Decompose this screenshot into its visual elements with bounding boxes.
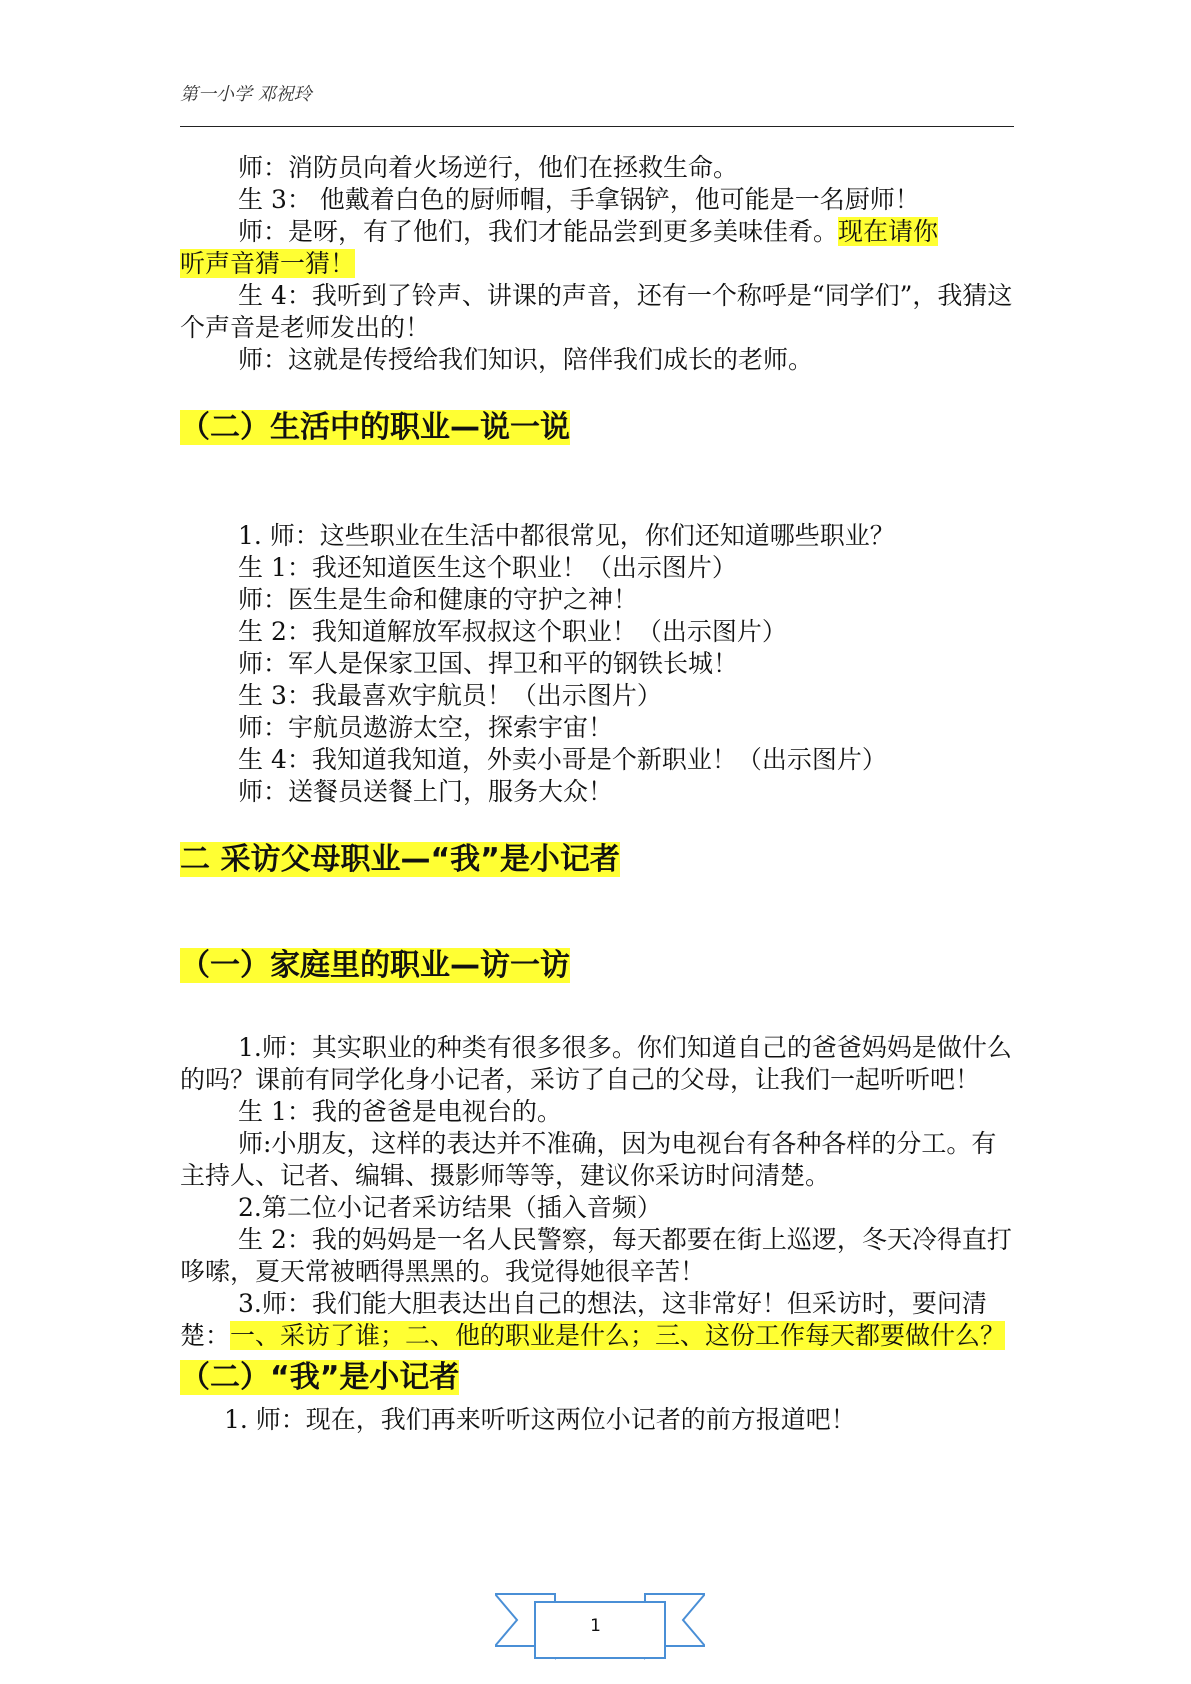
paragraph [180, 248, 1014, 280]
paragraph: 师：医生是生命和健康的守护之神！ [238, 585, 639, 614]
paragraph: 师：消防员向着火场逆行，他们在拯救生命。 [238, 153, 739, 182]
section-heading [180, 408, 1014, 448]
paragraph: 生 2：我的妈妈是一名人民警察，每天都要在街上巡逻，冬天冷得直打哆嗦，夏天常被晒得黑黑的。我觉得她很辛苦！ [180, 1225, 1012, 1286]
paragraph: 师:小朋友，这样的表达并不准确，因为电视台有各种各样的分工。有主持人、记者、编辑、摄影师等等，建议你采访时问清楚。 [180, 1129, 997, 1190]
text-run: 师：是呀，有了他们，我们才能品尝到更多美味佳肴。 [238, 217, 839, 246]
paragraph: 生 3：我最喜欢宇航员！（出示图片） [238, 681, 662, 710]
paragraph [180, 216, 1014, 248]
paragraph: 生 1：我的爸爸是电视台的。 [238, 1097, 562, 1126]
paragraph: 生 4：我听到了铃声、讲课的声音，还有一个称呼是“同学们”，我猜这个声音是老师发出的！ [180, 281, 1013, 342]
heading-text: 二 采访父母职业—“我”是小记者 [180, 842, 620, 877]
page-header: 第一小学 邓祝玲 [180, 84, 312, 105]
paragraph: 生 1：我还知道医生这个职业！（出示图片） [238, 553, 737, 582]
text-run: 3.师：我们能大胆表达出自己的想法，这非常好！但采访时，要问清楚： [180, 1289, 987, 1350]
paragraph [180, 1288, 1014, 1352]
section-heading [180, 946, 1014, 986]
highlighted-text: 一、采访了谁；二、他的职业是什么；三、这份工作每天都要做什么？ [230, 1321, 1006, 1350]
section-heading [180, 1358, 1014, 1398]
paragraph: 1.师：其实职业的种类有很多很多。你们知道自己的爸爸妈妈是做什么的吗？课前有同学化身小记者，采访了自己的父母，让我们一起听听吧！ [180, 1033, 1012, 1094]
paragraph: 2.第二位小记者采访结果（插入音频） [238, 1193, 662, 1222]
paragraph: 1. 师：这些职业在生活中都很常见，你们还知道哪些职业？ [238, 521, 895, 550]
paragraph: 师：这就是传授给我们知识，陪伴我们成长的老师。 [238, 345, 814, 374]
highlighted-text: 听声音猜一猜！ [180, 249, 356, 278]
paragraph: 1. 师：现在，我们再来听听这两位小记者的前方报道吧！ [224, 1405, 856, 1434]
document-body [180, 152, 1014, 1436]
heading-text: （二）生活中的职业—说一说 [180, 410, 570, 445]
paragraph: 师：宇航员遨游太空，探索宇宙！ [238, 713, 614, 742]
section-content [180, 520, 1014, 808]
heading-text: （一）家庭里的职业—访一访 [180, 948, 570, 983]
paragraph: 师：送餐员送餐上门，服务大众！ [238, 777, 614, 806]
section-content [180, 1032, 1014, 1352]
heading-text: （二）“我”是小记者 [180, 1360, 460, 1395]
section-heading [180, 840, 1014, 880]
paragraph: 生 4：我知道我知道，外卖小哥是个新职业！（出示图片） [238, 745, 887, 774]
page-number: 1 [590, 1616, 601, 1636]
paragraph: 生 3： 他戴着白色的厨师帽，手拿锅铲，他可能是一名厨师！ [238, 185, 920, 214]
paragraph: 师：军人是保家卫国、捍卫和平的钢铁长城！ [238, 649, 739, 678]
paragraph: 生 2：我知道解放军叔叔这个职业！（出示图片） [238, 617, 787, 646]
header-rule [180, 126, 1014, 127]
highlighted-text: 现在请你 [838, 217, 939, 246]
